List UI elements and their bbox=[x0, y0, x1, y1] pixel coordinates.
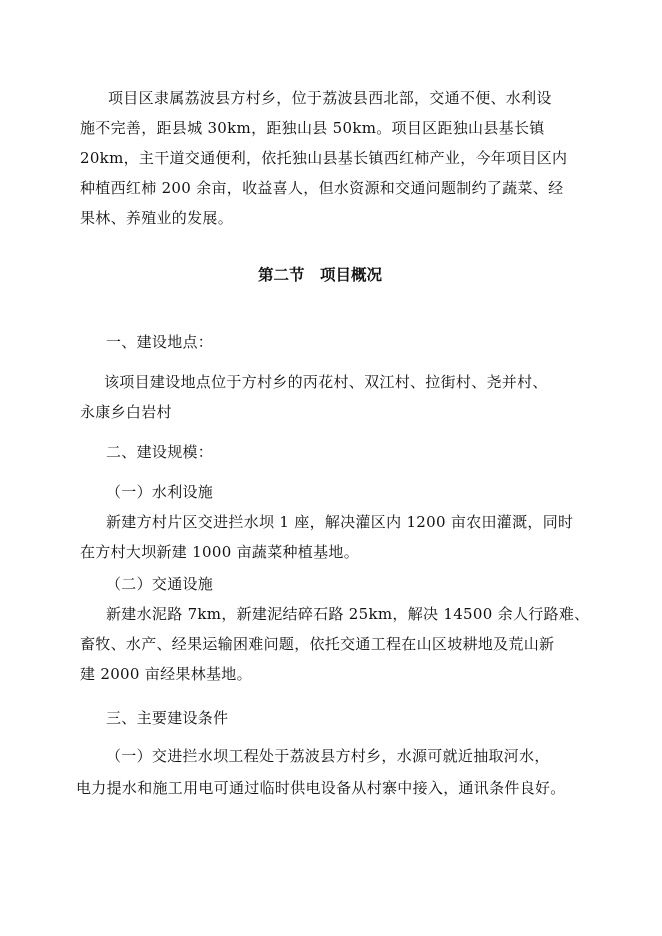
section-title: 第二节 项目概况 bbox=[258, 265, 383, 284]
traffic-heading: （二）交通设施 bbox=[106, 575, 214, 593]
water-line-2: 在方村大坝新建 1000 亩蔬菜种植基地。 bbox=[80, 543, 360, 561]
conditions-line-2: 电力提水和施工用电可通过临时供电设备从村寨中接入，通讯条件良好。 bbox=[76, 779, 566, 797]
location-line-1: 该项目建设地点位于方村乡的丙花村、双江村、拉街村、尧并村、 bbox=[104, 373, 548, 391]
water-heading: （一）水利设施 bbox=[106, 483, 214, 501]
conditions-heading: 三、主要建设条件 bbox=[106, 709, 229, 727]
water-line-1: 新建方村片区交进拦水坝 1 座，解决灌区内 1200 亩农田灌溉，同时 bbox=[106, 513, 574, 531]
traffic-line-2: 畜牧、水产、经果运输困难问题，依托交通工程在山区坡耕地及荒山新 bbox=[80, 635, 555, 653]
traffic-line-1: 新建水泥路 7km，新建泥结碎石路 25km，解决 14500 余人行路难、 bbox=[106, 605, 590, 623]
location-line-2: 永康乡白岩村 bbox=[80, 403, 172, 421]
location-heading: 一、建设地点： bbox=[106, 333, 214, 351]
intro-line-3: 20km，主干道交通便利，依托独山县基长镇西红柿产业，今年项目区内 bbox=[80, 149, 568, 167]
intro-line-1: 项目区隶属荔波县方村乡，位于荔波县西北部，交通不便、水利设 bbox=[108, 89, 552, 107]
traffic-line-3: 建 2000 亩经果林基地。 bbox=[80, 665, 252, 683]
conditions-line-1: （一）交进拦水坝工程处于荔波县方村乡，水源可就近抽取河水， bbox=[106, 747, 550, 765]
scale-heading: 二、建设规模： bbox=[106, 443, 214, 461]
intro-line-5: 果林、养殖业的发展。 bbox=[80, 209, 234, 227]
intro-line-4: 种植西红柿 200 余亩，收益喜人，但水资源和交通问题制约了蔬菜、经 bbox=[80, 179, 564, 197]
intro-line-2: 施不完善，距县城 30km，距独山县 50km。项目区距独山县基长镇 bbox=[80, 119, 545, 137]
